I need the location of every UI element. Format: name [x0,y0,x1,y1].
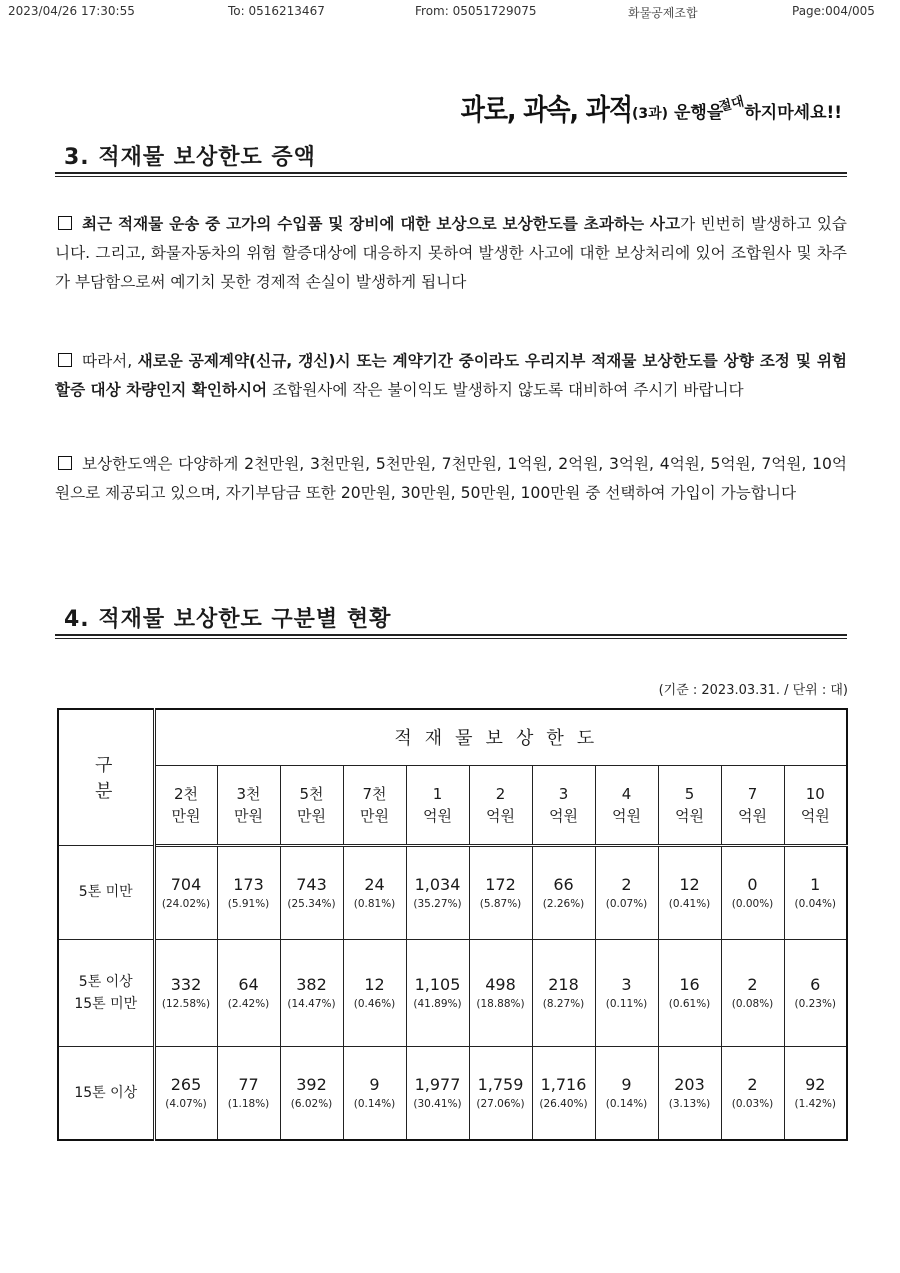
cell-percent: (30.41%) [413,1097,462,1110]
column-header [406,765,469,845]
cell-percent: (0.81%) [353,897,396,910]
cell-percent: (35.27%) [413,897,462,910]
table-cell [154,845,217,940]
cell-percent: (0.07%) [605,897,648,910]
cell-percent: (41.89%) [413,998,462,1011]
table-cell [721,940,784,1047]
cell-percent: (0.23%) [794,998,837,1011]
column-header-bottom: 억원 [486,806,515,825]
column-header-bottom: 억원 [675,806,704,825]
row-header-line1: 5톤 미만 [78,884,133,901]
cell-percent: (24.02%) [161,897,211,910]
cell-percent: (27.06%) [476,1097,525,1110]
checkbox-icon [58,456,72,470]
safety-slogan [461,90,842,134]
table-cell [217,940,280,1047]
cell-percent: (2.26%) [542,897,585,910]
cell-count: 173 [233,874,264,894]
slogan-stamp: 절대 [717,94,746,116]
cell-count: 1,716 [540,1074,587,1094]
cell-percent: (6.02%) [290,1097,333,1110]
cell-percent: (0.00%) [731,897,774,910]
cell-percent: (5.91%) [227,897,270,910]
column-header-top: 7 [747,784,758,803]
column-header-top: 4 [621,784,632,803]
cell-percent: (3.13%) [668,1097,711,1110]
cell-count: 1,034 [414,874,461,894]
table-row [58,940,847,1047]
paragraph-1-text: 가 빈번히 발생하고 있습니다. 그리고, 화물자동차의 위험 할증대상에 대응하지 못하여 발생한 사고에 대한 보상처리에 있어 조합원사 및 차주가 부담함으로써 예기치 못한 경제적 손실이 발생하게 됩니다 [55,215,847,291]
fax-to-number: To: 0516213467 [228,4,325,18]
section-3-title: 3. 적재물 보상한도 증액 [64,145,316,170]
row-header [58,940,154,1047]
section-3-rule [55,172,847,177]
cell-percent: (25.34%) [287,897,336,910]
table-cell [784,845,847,940]
table-cell [406,845,469,940]
column-header-bottom: 억원 [738,806,767,825]
paragraph-1-bold: 최근 적재물 운송 중 고가의 수입품 및 장비에 대한 보상으로 보상한도를 초과하는 사고 [82,215,681,233]
cell-count: 382 [296,975,327,995]
table-cell [721,1046,784,1140]
row-header-line1: 5톤 이상 [78,974,133,991]
fax-header [0,4,900,22]
cell-count: 9 [369,1074,380,1094]
column-header-top: 10 [805,784,825,803]
column-header [721,765,784,845]
table-cell [595,845,658,940]
cell-count: 1,759 [477,1074,524,1094]
column-header [217,765,280,845]
cell-percent: (5.87%) [479,897,522,910]
table-cell [469,845,532,940]
table-cell [784,940,847,1047]
cell-count: 2 [621,874,632,894]
column-header-row [58,765,847,845]
column-header-top: 2천 [173,784,199,803]
table-cell [658,1046,721,1140]
checkbox-icon [58,353,72,367]
table-cell [658,845,721,940]
column-header [469,765,532,845]
cell-count: 1,977 [414,1074,461,1094]
table-cell [406,940,469,1047]
cell-percent: (0.04%) [794,897,837,910]
column-header-bottom: 억원 [423,806,452,825]
column-header-top: 3천 [236,784,261,803]
table-cell [469,940,532,1047]
table-row [58,845,847,940]
cell-percent: (0.41%) [668,897,711,910]
group-header: 적재물보상한도 [154,709,847,765]
table-cell [469,1046,532,1140]
table-cell [154,940,217,1047]
table-cell [343,940,406,1047]
cell-count: 24 [364,874,385,894]
column-header [595,765,658,845]
column-header-bottom: 억원 [549,806,578,825]
table-row [58,1046,847,1140]
cell-percent: (1.42%) [794,1097,837,1110]
table-cell [721,845,784,940]
table-cell [406,1046,469,1140]
slogan-end: 하지마세요!! [744,103,842,123]
table-cell [595,1046,658,1140]
paragraph-1 [55,210,847,297]
table-cell [784,1046,847,1140]
cell-count: 498 [485,975,516,995]
cell-percent: (4.07%) [165,1097,207,1110]
table-cell [532,845,595,940]
table-cell [217,1046,280,1140]
cell-count: 1,105 [414,975,461,995]
column-header-top: 7천 [362,784,387,803]
paragraph-2 [55,347,847,405]
fax-from-number: From: 05051729075 [415,4,537,18]
limit-status-table [57,708,848,1141]
table-cell [595,940,658,1047]
cell-count: 3 [621,975,632,995]
cell-count: 392 [296,1074,327,1094]
cell-count: 1 [810,874,821,894]
column-header-bottom: 만원 [297,806,326,825]
cell-percent: (0.14%) [353,1097,396,1110]
cell-count: 0 [747,874,758,894]
slogan-paren: (3과) [632,106,669,122]
table-cell [343,1046,406,1140]
cell-percent: (0.11%) [605,998,648,1011]
checkbox-icon [58,216,72,230]
table-cell [154,1046,217,1140]
cell-percent: (1.18%) [227,1097,270,1110]
cell-count: 2 [747,975,758,995]
table-cell [658,940,721,1047]
cell-count: 172 [485,874,516,894]
column-header-bottom: 억원 [800,806,830,825]
column-header [154,765,217,845]
cell-count: 704 [170,874,202,894]
cell-percent: (0.46%) [353,998,396,1011]
cell-count: 66 [553,874,574,894]
table-cell [280,1046,343,1140]
cell-percent: (12.58%) [161,998,211,1011]
paragraph-2-lead: 따라서, [82,352,138,370]
column-header [658,765,721,845]
section-4-rule [55,634,847,639]
cell-percent: (0.08%) [731,998,774,1011]
column-header-bottom: 만원 [360,806,389,825]
cell-count: 6 [810,975,821,995]
cell-count: 77 [238,1074,259,1094]
cell-percent: (14.47%) [287,998,336,1011]
cell-count: 92 [805,1074,826,1094]
paragraph-3 [55,450,847,508]
row-header [58,845,154,940]
cell-count: 12 [679,874,700,894]
cell-percent: (8.27%) [542,998,585,1011]
paragraph-2-bold: 새로운 공제계약(신규, 갱신)시 또는 계약기간 중이라도 우리지부 적재물 보상한도를 상향 조정 및 위험할증 대상 차량인지 확인하시어 [55,352,847,399]
column-header-top: 1 [432,784,443,803]
cell-percent: (0.61%) [668,998,711,1011]
paragraph-3-text: 보상한도액은 다양하게 2천만원, 3천만원, 5천만원, 7천만원, 1억원, 2억원, 3억원, 4억원, 5억원, 7억원, 10억원으로 제공되고 있으며, 자기부담금 또한 20만원, 30만원, 50만원, 100만원 중 선택하여 가입이 가능합니다 [55,455,847,502]
table-header-row [58,709,847,765]
column-header-top: 5 [684,784,695,803]
table-cell [217,845,280,940]
row-header [58,1046,154,1140]
cell-count: 64 [238,975,259,995]
column-header-bottom: 만원 [171,806,201,825]
column-header [784,765,847,845]
cell-count: 16 [679,975,700,995]
cell-count: 218 [548,975,579,995]
cell-percent: (0.14%) [605,1097,648,1110]
basis-note: (기준 : 2023.03.31. / 단위 : 대) [658,683,848,698]
cell-percent: (18.88%) [476,998,525,1011]
table-cell [280,940,343,1047]
cell-count: 203 [674,1074,705,1094]
column-header [532,765,595,845]
slogan-main: 과로, 과속, 과적 [460,93,632,127]
column-header [343,765,406,845]
paragraph-2-text: 조합원사에 작은 불이익도 발생하지 않도록 대비하여 주시기 바랍니다 [267,381,744,399]
section-4-title: 4. 적재물 보상한도 구분별 현황 [64,607,392,632]
column-header-top: 3 [558,784,569,803]
cell-count: 743 [296,874,327,894]
table-cell [343,845,406,940]
fax-datetime: 2023/04/26 17:30:55 [8,4,135,18]
cell-percent: (26.40%) [539,1097,588,1110]
cell-count: 9 [621,1074,632,1094]
table-cell [532,1046,595,1140]
cell-count: 332 [170,975,202,995]
column-header-top: 2 [495,784,506,803]
column-header-bottom: 만원 [234,806,263,825]
column-header-bottom: 억원 [612,806,641,825]
cell-count: 12 [364,975,385,995]
fax-sender-org: 화물공제조합 [628,6,698,20]
slogan-verb: 운행을 [668,103,724,123]
cell-percent: (2.42%) [227,998,270,1011]
row-header-line2: 15톤 미만 [74,996,138,1013]
table-cell [280,845,343,940]
table-cell [532,940,595,1047]
cell-count: 2 [747,1074,758,1094]
fax-page-number: Page:004/005 [792,4,875,18]
corner-header: 구 분 [58,709,154,845]
cell-percent: (0.03%) [731,1097,774,1110]
column-header-top: 5천 [299,784,324,803]
row-header-line1: 15톤 이상 [74,1084,138,1101]
cell-count: 265 [170,1074,202,1094]
column-header [280,765,343,845]
